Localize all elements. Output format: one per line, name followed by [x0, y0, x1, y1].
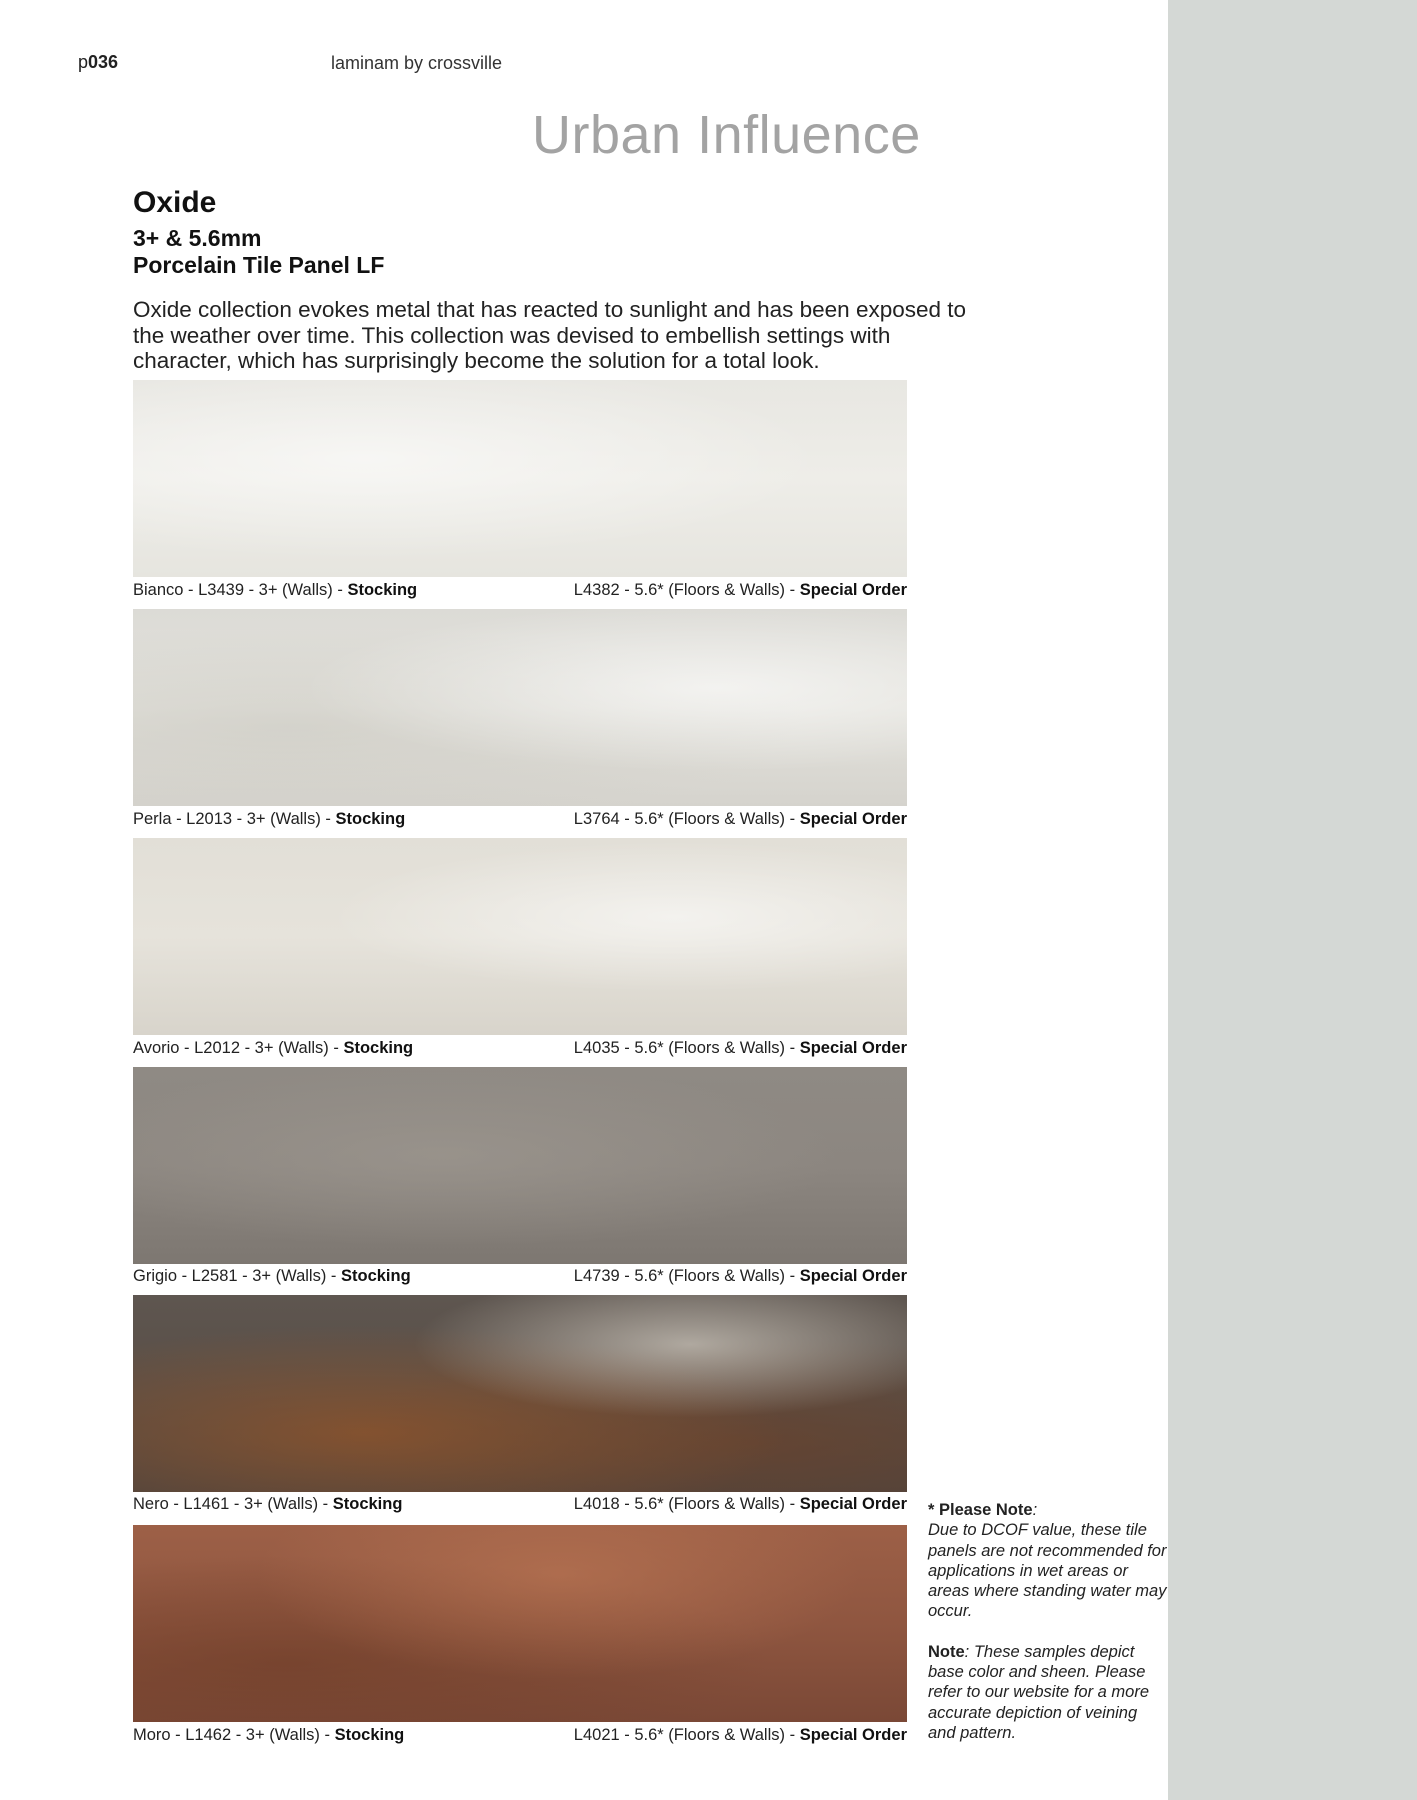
swatch-nero [133, 1295, 907, 1492]
special-order-label: L3764 - 5.6* (Floors & Walls) - Special Order [573, 810, 907, 828]
product-name: Oxide [133, 186, 217, 219]
swatch-caption-grigio [133, 1267, 907, 1289]
special-order-label: L4035 - 5.6* (Floors & Walls) - Special Order [573, 1039, 907, 1057]
page-number-value: 036 [88, 52, 119, 72]
product-description: Oxide collection evokes metal that has reacted to sunlight and has been exposed to the weather over time. This collection was devised to embellish settings with character, which has surprisingly become the solution for a total look. [133, 297, 967, 373]
special-order-label: L4021 - 5.6* (Floors & Walls) - Special Order [573, 1726, 907, 1744]
stocking-label: Perla - L2013 - 3+ (Walls) - Stocking [133, 810, 406, 828]
stocking-label: Moro - L1462 - 3+ (Walls) - Stocking [133, 1726, 405, 1744]
product-thickness: 3+ & 5.6mm [133, 225, 262, 251]
swatch-caption-perla [133, 810, 907, 832]
please-note: * Please Note: [928, 1501, 1038, 1519]
stocking-label: Nero - L1461 - 3+ (Walls) - Stocking [133, 1495, 403, 1513]
swatch-avorio [133, 838, 907, 1035]
product-subtitle [133, 225, 384, 279]
collection-title: Urban Influence [532, 105, 921, 165]
swatch-caption-bianco [133, 581, 907, 603]
swatch-perla [133, 609, 907, 806]
swatch-caption-nero [133, 1495, 907, 1517]
side-panel [1168, 0, 1417, 1800]
stocking-label: Bianco - L3439 - 3+ (Walls) - Stocking [133, 581, 418, 599]
special-order-label: L4018 - 5.6* (Floors & Walls) - Special Order [573, 1495, 907, 1513]
notes-box [928, 1500, 1168, 1743]
product-type: Porcelain Tile Panel LF [133, 252, 385, 278]
swatch-caption-avorio [133, 1039, 907, 1061]
swatch-grigio [133, 1067, 907, 1264]
swatch-moro [133, 1525, 907, 1722]
swatch-bianco [133, 380, 907, 577]
stocking-label: Avorio - L2012 - 3+ (Walls) - Stocking [133, 1039, 414, 1057]
swatch-caption-moro [133, 1726, 907, 1748]
page-number [78, 52, 118, 73]
page-prefix: p [78, 52, 89, 72]
special-order-label: L4382 - 5.6* (Floors & Walls) - Special Order [573, 581, 907, 599]
sample-note: Note: These samples depict base color and sheen. Please refer to our website for a more accurate depiction of veining and pattern. [928, 1642, 1150, 1742]
please-note-text: Due to DCOF value, these tile panels are not recommended for applications in wet areas or areas where standing water may occur. [928, 1521, 1167, 1621]
stocking-label: Grigio - L2581 - 3+ (Walls) - Stocking [133, 1267, 411, 1285]
brand-name: laminam by crossville [331, 53, 503, 73]
special-order-label: L4739 - 5.6* (Floors & Walls) - Special Order [573, 1267, 907, 1285]
